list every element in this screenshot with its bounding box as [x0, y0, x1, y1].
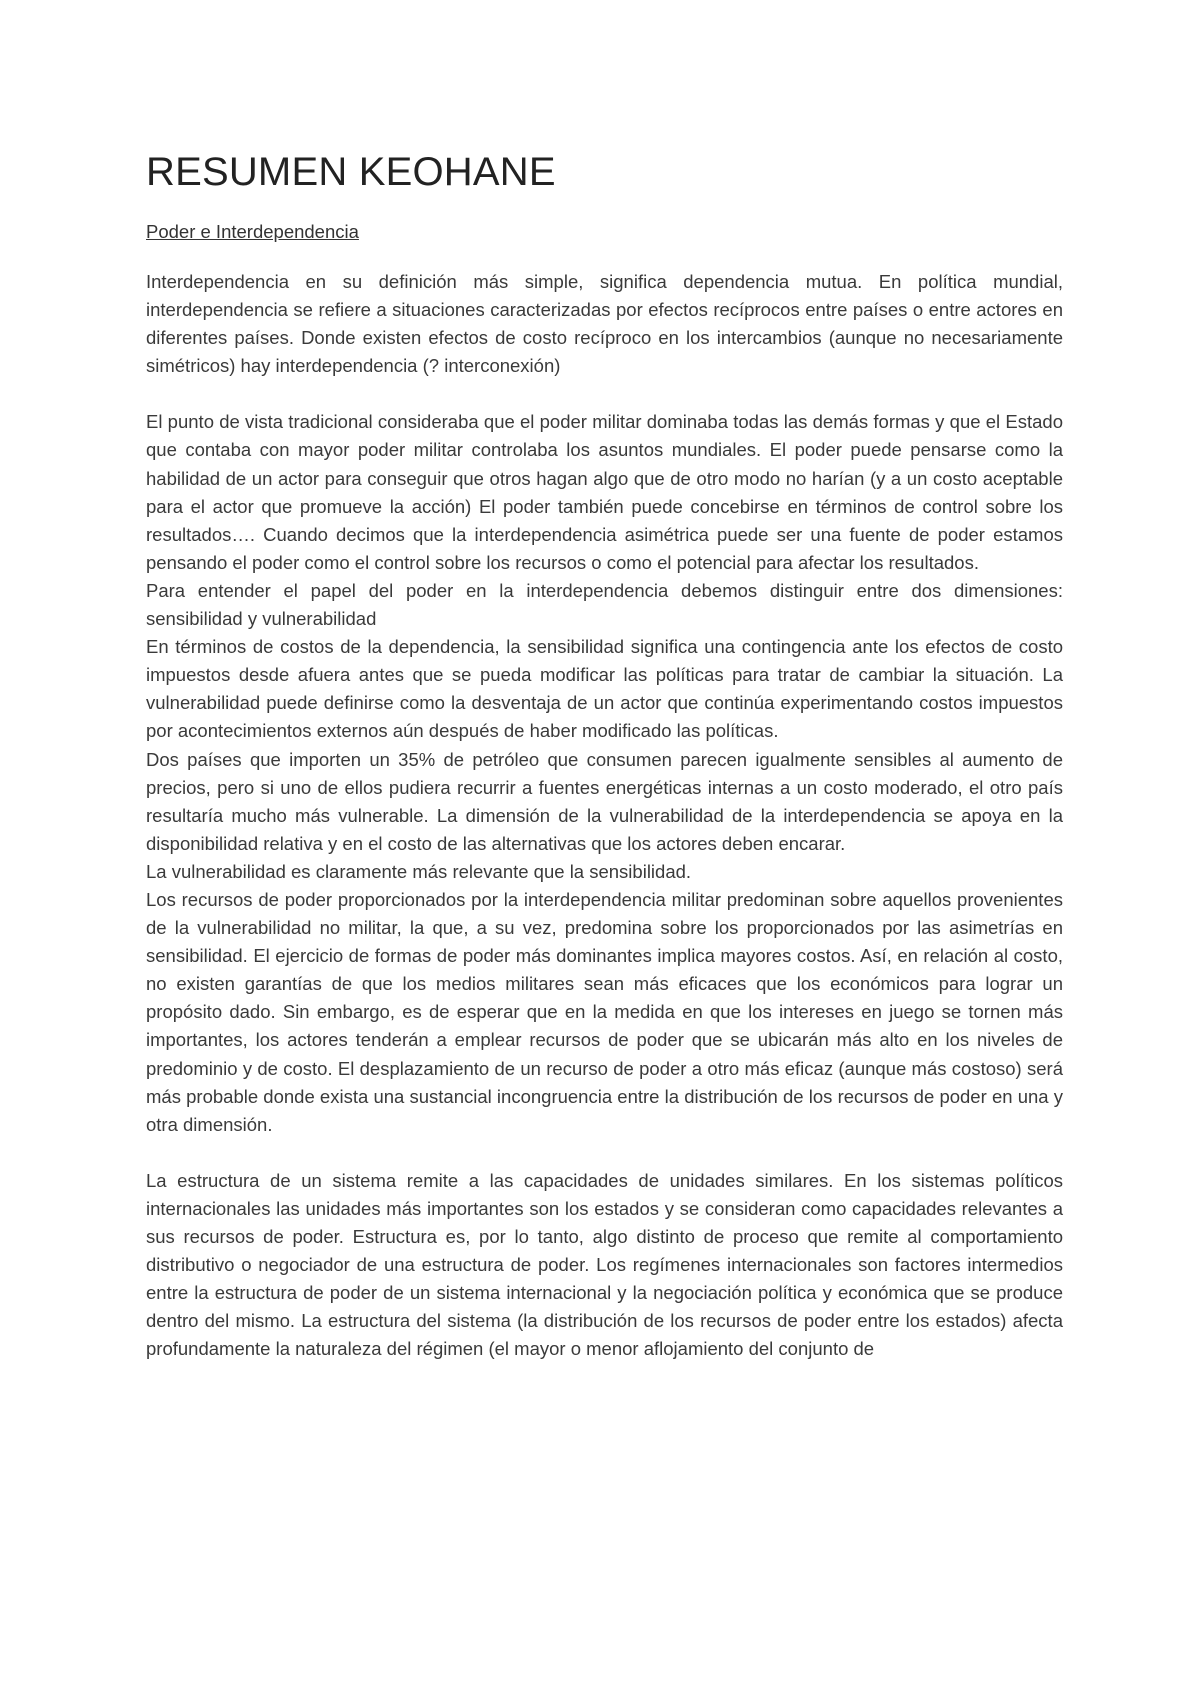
paragraph-system-structure: La estructura de un sistema remite a las capacidades de unidades similares. En los sistemas políticos internacionales las unidades más importantes son los estados y se consideran como capacidades relevantes a sus recursos de poder. Estructura es, por lo tanto, algo distinto de proceso que remite al comportamiento distributivo o negociador de una estructura de poder. Los regímenes internacionales son factores intermedios entre la estructura de poder de un sistema internacional y la negociación política y económica que se produce dentro del mismo. La estructura del sistema (la distribución de los recursos de poder entre los estados) afecta profundamente la naturaleza del régimen (el mayor o menor aflojamiento del conjunto de: [146, 1169, 1063, 1360]
paragraph-traditional-view: El punto de vista tradicional consideraba que el poder militar dominaba todas las demás formas y que el Estado que contaba con mayor poder militar controlaba los asuntos mundiales. El poder puede pensarse como la habilidad de un actor para conseguir que otros hagan algo que de otro modo no harían (y a un costo aceptable para el actor que promueve la acción) El poder también puede concebirse en términos de control sobre los resultados…. Cuando decimos que la interdependencia asimétrica puede ser una fuente de poder estamos pensando el poder como el control sobre los recursos o como el potencial para afectar los resultados.: [146, 411, 1063, 573]
paragraph-sensitivity-vulnerability: En términos de costos de la dependencia, la sensibilidad significa una contingencia ante los efectos de costo impuestos desde afuera antes que se pueda modificar las políticas para tratar de cambiar la situación. La vulnerabilidad puede definirse como la desventaja de un actor que continúa experimentando costos impuestos por acontecimientos externos aún después de haber modificado las políticas.: [146, 636, 1063, 742]
document-page: [146, 148, 1063, 1363]
document-title: RESUMEN KEOHANE: [146, 150, 556, 194]
paragraph-oil-example: Dos países que importen un 35% de petróleo que consumen parecen igualmente sensibles al aumento de precios, pero si uno de ellos pudiera recurrir a fuentes energéticas internas a un costo moderado, el otro país resultaría mucho más vulnerable. La dimensión de la vulnerabilidad de la interdependencia se apoya en la disponibilidad relativa y en el costo de las alternativas que los actores deben encarar.: [146, 748, 1063, 854]
paragraph-power-resources: Los recursos de poder proporcionados por la interdependencia militar predominan sobre aquellos provenientes de la vulnerabilidad no militar, la que, a su vez, predomina sobre los proporcionados por las asimetrías en sensibilidad. El ejercicio de formas de poder más dominantes implica mayores costos. Así, en relación al costo, no existen garantías de que los medios militares sean más eficaces que los económicos para lograr un propósito dado. Sin embargo, es de esperar que en la medida en que los intereses en juego se tornen más importantes, los actores tenderán a emplear recursos de poder que se ubicarán más alto en los niveles de predominio y de costo. El desplazamiento de un recurso de poder a otro más eficaz (aunque más costoso) será más probable donde exista una sustancial incongruencia entre la distribución de los recursos de poder en una y otra dimensión.: [146, 888, 1063, 1135]
paragraph-gap: [146, 380, 1063, 408]
paragraph-interdependence-definition: Interdependencia en su definición más simple, significa dependencia mutua. En política mundial, interdependencia se refiere a situaciones caracterizadas por efectos recíprocos entre países o entre actores en diferentes países. Donde existen efectos de costo recíproco en los intercambios (aunque no necesariamente simétricos) hay interdependencia (? interconexión): [146, 271, 1063, 377]
section-heading: Poder e Interdependencia: [146, 221, 359, 242]
paragraph-dimensions: Para entender el papel del poder en la interdependencia debemos distinguir entre dos dimensiones: sensibilidad y vulnerabilidad: [146, 579, 1063, 630]
paragraph-vulnerability-relevance: La vulnerabilidad es claramente más relevante que la sensibilidad.: [146, 860, 692, 882]
paragraph-gap: [146, 1139, 1063, 1167]
